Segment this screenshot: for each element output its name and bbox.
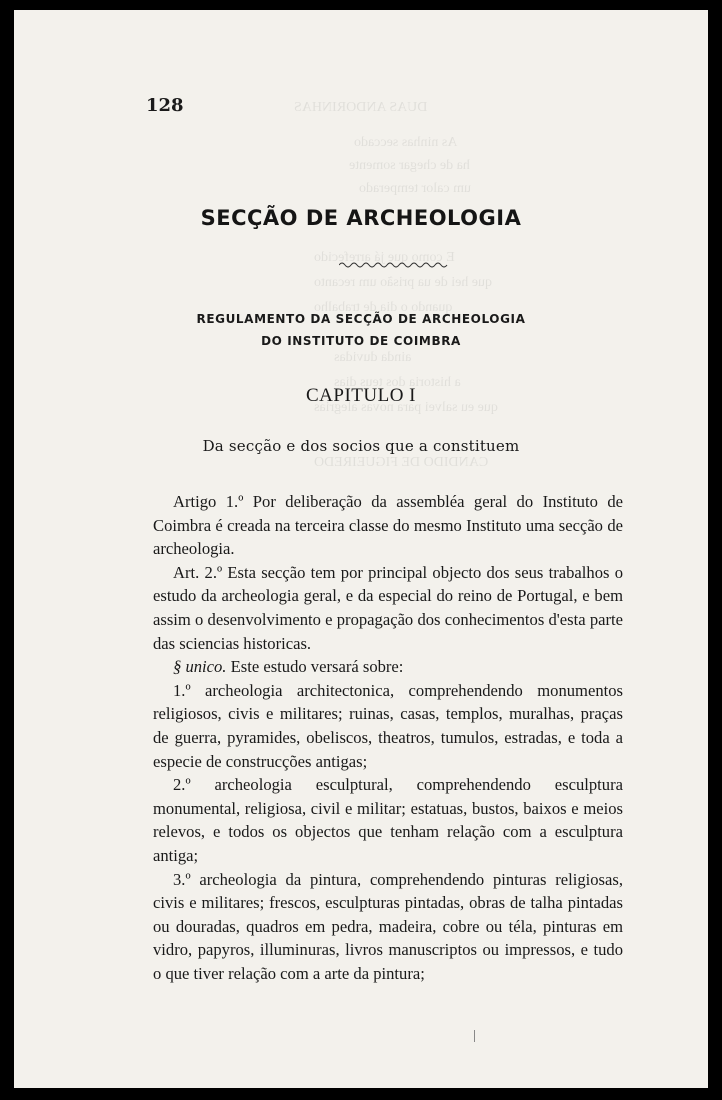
- article-1-label: Artigo 1.º: [173, 492, 244, 511]
- article-2-label: Art. 2.º: [173, 562, 223, 582]
- article-2: [153, 561, 623, 655]
- chapter-title: CAPITULO I: [305, 385, 417, 406]
- article-2-text: Esta secção tem por principal objecto dos seus trabalhos o estudo da archeologia geral, e da especial do reino de Portugal, e bem assim o desenvolvimento e propagação dos conhecimentos d'esta parte das sciencias historicas.: [153, 562, 624, 653]
- bleed-through-text: um calor temperado: [359, 181, 471, 196]
- paragraph-unico-label: § unico.: [173, 657, 227, 677]
- article-1-text: Por deliberação da assembléa geral do Instituto de Coimbra é creada na terceira classe do mesmo Instituto uma secção de archeologia.: [153, 492, 623, 559]
- title-ornament-rule: [339, 260, 449, 270]
- regulation-title-line-2: DO INSTITUTO DE COIMBRA: [261, 334, 461, 348]
- list-item: 2.º archeologia esculptural, comprehendendo esculptura monumental, religiosa, civil e militar; estatuas, bustos, baixos e meios relevos, e todos os objectos que tenham relação com a esculptura antiga;: [153, 775, 623, 865]
- bleed-through-text: CANDIDO DE FIGUEIREDO: [314, 455, 489, 470]
- chapter-subtitle: Da secção e dos socios que a constituem: [202, 437, 520, 455]
- bleed-through-text: que hei de ua prisão um recanto: [314, 275, 493, 290]
- list-item: 1.º archeologia architectonica, comprehendendo monumentos religiosos, civis e militares; ruinas, casas, templos, muralhas, praças de guerra, pyramides, obeliscos, theatros, tumulos, estradas, e toda a especie de construcções antigas;: [153, 680, 623, 771]
- bleed-through-text: que eu salvei para novas alegrias: [314, 400, 498, 415]
- page-mark: [474, 1030, 475, 1042]
- paragraph-unico-text: Este estudo versará sobre:: [226, 657, 404, 677]
- bleed-through-text: As ninhas seccado: [354, 135, 458, 150]
- section-title: SECÇÃO DE ARCHEOLOGIA: [200, 206, 522, 230]
- bleed-through-text: ainda duvidas: [334, 350, 412, 365]
- document-page: [14, 10, 708, 1088]
- regulation-title-line-1: REGULAMENTO DA SECÇÃO DE ARCHEOLOGIA: [196, 312, 526, 326]
- list-item: 3.º archeologia da pintura, comprehendendo pinturas religiosas, civis e militares; frescos, esculpturas pintadas, obras de talha pintadas ou douradas, quadros em pedra, madeira, cobre ou téla, pinturas em vidro, papyros, illuminuras, livros manuscriptos ou impressos, e tudo o que tiver relação com a arte da pintura;: [153, 869, 623, 983]
- bleed-through-text: quando o dia de trabalho: [314, 300, 453, 315]
- paragraph-unico: [153, 655, 623, 679]
- bleed-through-text: E como que já arrefecido: [314, 250, 455, 265]
- bleed-through-text: a historia dos teus dias: [334, 375, 461, 390]
- page-number: 128: [146, 95, 184, 116]
- document-body: [153, 490, 623, 985]
- bleed-through-text: DUAS ANDORINHAS: [294, 100, 428, 115]
- article-1: [153, 490, 623, 561]
- bleed-through-text: ha de chegar somente: [349, 158, 470, 173]
